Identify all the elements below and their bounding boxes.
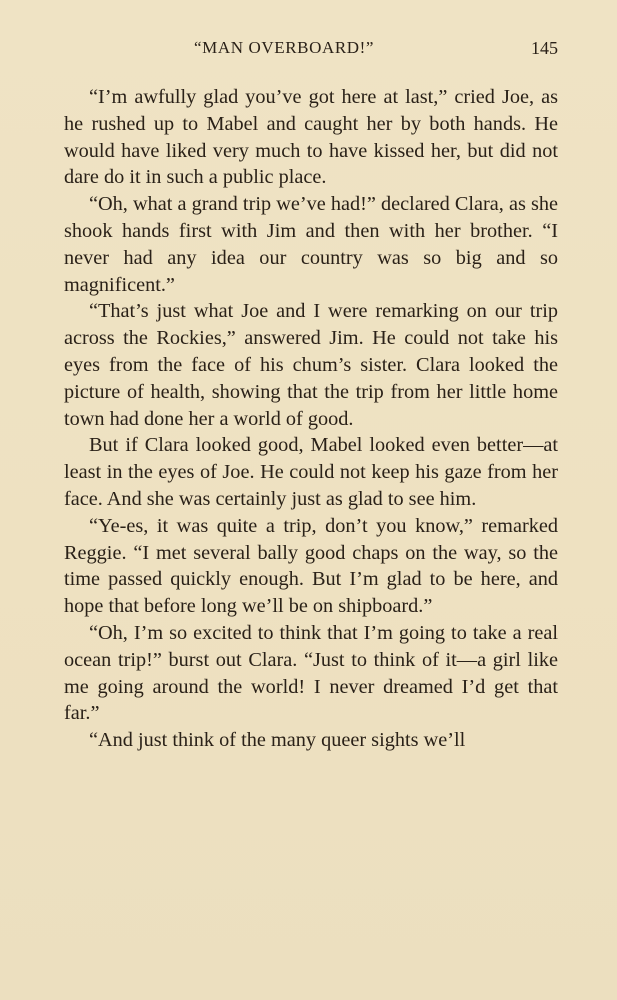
paragraph-5: “Ye-es, it was quite a trip, don’t you know,” remarked Reggie. “I met several bally good chaps on the way, so the time passed quickly enough. But I’m glad to be here, and hope that before long we’ll be on shipboard.” <box>64 514 558 618</box>
page-number: 145 <box>531 38 558 58</box>
running-title: “MAN OVERBOARD!” <box>194 38 375 57</box>
paragraph-4: But if Clara looked good, Mabel looked even better—at least in the eyes of Joe. He could not keep his gaze from her face. And she was certainly just as glad to see him. <box>64 434 558 510</box>
paragraph-6: “Oh, I’m so excited to think that I’m going to take a real ocean trip!” burst out Clara. “Just to think of it—a girl like me going around the world! I never dreamed I’d get that far.” <box>64 621 558 725</box>
paragraph-3: “That’s just what Joe and I were remarking on our trip across the Rockies,” answered Jim. He could not take his eyes from the face of his chum’s sister. Clara looked the picture of health, showing that the trip from her little home town had done her a world of good. <box>64 300 558 430</box>
paragraph-2: “Oh, what a grand trip we’ve had!” declared Clara, as she shook hands first with Jim and then with her brother. “I never had any idea our country was so big and so magnificent.” <box>64 193 558 296</box>
running-head <box>64 38 558 62</box>
paragraph-7: “And just think of the many queer sights we’ll <box>89 729 466 752</box>
body-text <box>64 84 558 754</box>
paragraph-1: “I’m awfully glad you’ve got here at last,” cried Joe, as he rushed up to Mabel and caught her by both hands. He would have liked very much to have kissed her, but did not dare do it in such a public place. <box>64 86 558 189</box>
